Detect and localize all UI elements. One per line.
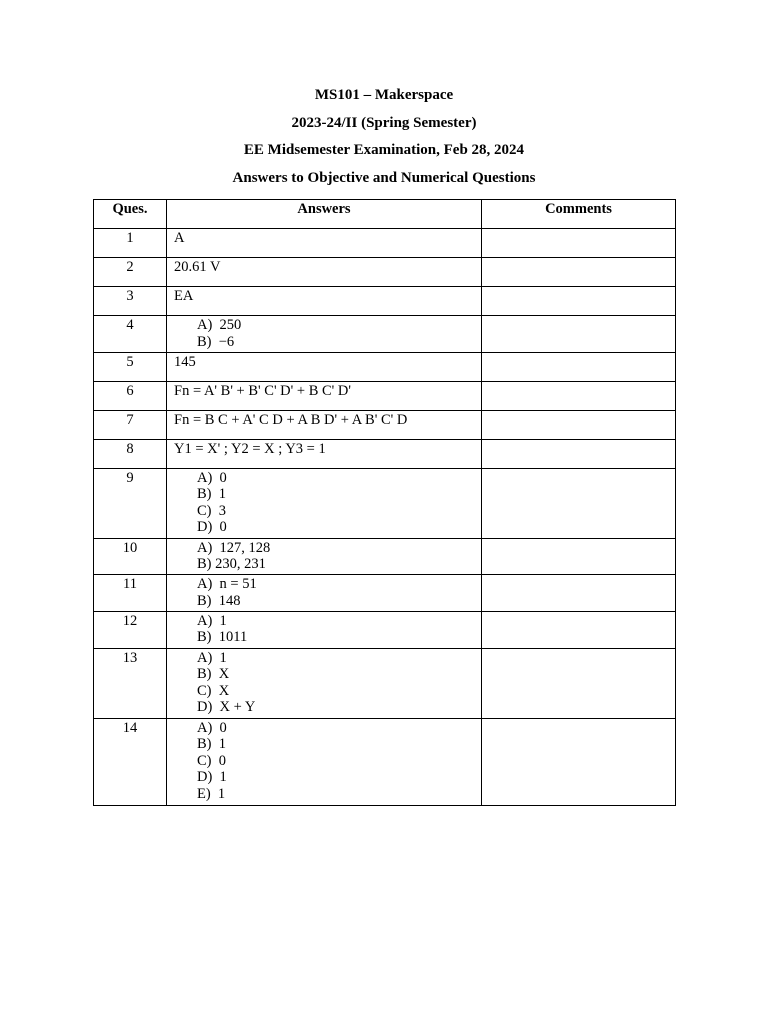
table-row	[94, 229, 676, 258]
answer-cell: 145	[167, 352, 482, 381]
table-row	[94, 439, 676, 468]
question-number: 7	[94, 410, 167, 439]
table-row	[94, 381, 676, 410]
column-header-answers: Answers	[167, 200, 482, 229]
comment-cell	[482, 718, 676, 805]
answer-part: E) 1	[197, 785, 226, 802]
answer-part: D) 0	[197, 519, 227, 536]
comment-cell	[482, 381, 676, 410]
answer-part: D) 1	[197, 769, 227, 786]
answer-part: A) n = 51	[197, 576, 257, 593]
table-row	[94, 316, 676, 353]
table-row	[94, 538, 676, 575]
question-number: 5	[94, 352, 167, 381]
table-row	[94, 611, 676, 648]
column-header-comments: Comments	[482, 200, 676, 229]
comment-cell	[482, 316, 676, 353]
question-number: 14	[94, 718, 167, 805]
answer-cell: Y1 = X' ; Y2 = X ; Y3 = 1	[167, 439, 482, 468]
term-title: 2023-24/II (Spring Semester)	[291, 115, 477, 131]
comment-cell	[482, 287, 676, 316]
answer-part: B) 148	[197, 592, 241, 609]
table-row	[94, 468, 676, 538]
answer-part: A) 127, 128	[197, 539, 271, 556]
course-title: MS101 – Makerspace	[314, 87, 454, 103]
answer-cell: Fn = B C + A' C D + A B D' + A B' C' D	[167, 410, 482, 439]
answer-part: B) X	[197, 666, 230, 683]
question-number: 2	[94, 258, 167, 287]
question-number: 1	[94, 229, 167, 258]
comment-cell	[482, 468, 676, 538]
answers-subtitle: Answers to Objective and Numerical Questions	[232, 170, 536, 186]
answer-cell	[167, 538, 482, 575]
answer-cell: Fn = A' B' + B' C' D' + B C' D'	[167, 381, 482, 410]
answer-table	[93, 199, 676, 806]
question-number: 9	[94, 468, 167, 538]
question-number: 8	[94, 439, 167, 468]
answer-part: A) 0	[197, 469, 227, 486]
answer-part: A) 250	[197, 317, 242, 333]
answer-cell	[167, 611, 482, 648]
answer-part: C) 3	[197, 502, 226, 519]
table-header-row	[94, 200, 676, 229]
question-number: 6	[94, 381, 167, 410]
answer-part: B) 1	[197, 486, 226, 503]
answer-part: A) 1	[197, 649, 227, 666]
question-number: 10	[94, 538, 167, 575]
answer-part: B) 1011	[197, 629, 248, 646]
answer-part: A) 0	[197, 719, 227, 736]
answer-cell: 20.61 V	[167, 258, 482, 287]
comment-cell	[482, 352, 676, 381]
answer-cell	[167, 468, 482, 538]
table-row	[94, 410, 676, 439]
answer-cell	[167, 316, 482, 353]
answer-cell: EA	[167, 287, 482, 316]
table-row	[94, 352, 676, 381]
question-number: 3	[94, 287, 167, 316]
question-number: 12	[94, 611, 167, 648]
answer-part: B) 1	[197, 736, 226, 753]
answer-part: A) 1	[197, 612, 227, 629]
table-row	[94, 648, 676, 718]
column-header-ques: Ques.	[94, 200, 167, 229]
answer-part: C) X	[197, 682, 230, 699]
comment-cell	[482, 410, 676, 439]
answer-cell	[167, 575, 482, 612]
comment-cell	[482, 439, 676, 468]
comment-cell	[482, 229, 676, 258]
answer-part: B) −6	[197, 333, 235, 350]
comment-cell	[482, 575, 676, 612]
answer-cell	[167, 648, 482, 718]
answer-cell: A	[167, 229, 482, 258]
table-row	[94, 718, 676, 805]
comment-cell	[482, 258, 676, 287]
question-number: 11	[94, 575, 167, 612]
table-row	[94, 575, 676, 612]
answer-part: D) X + Y	[197, 699, 256, 716]
answer-part: C) 0	[197, 752, 226, 769]
table-row	[94, 258, 676, 287]
table-row	[94, 287, 676, 316]
comment-cell	[482, 648, 676, 718]
question-number: 4	[94, 316, 167, 353]
answer-cell	[167, 718, 482, 805]
comment-cell	[482, 538, 676, 575]
exam-title: EE Midsemester Examination, Feb 28, 2024	[243, 142, 525, 158]
question-number: 13	[94, 648, 167, 718]
comment-cell	[482, 611, 676, 648]
answer-part: B) 230, 231	[197, 556, 266, 573]
